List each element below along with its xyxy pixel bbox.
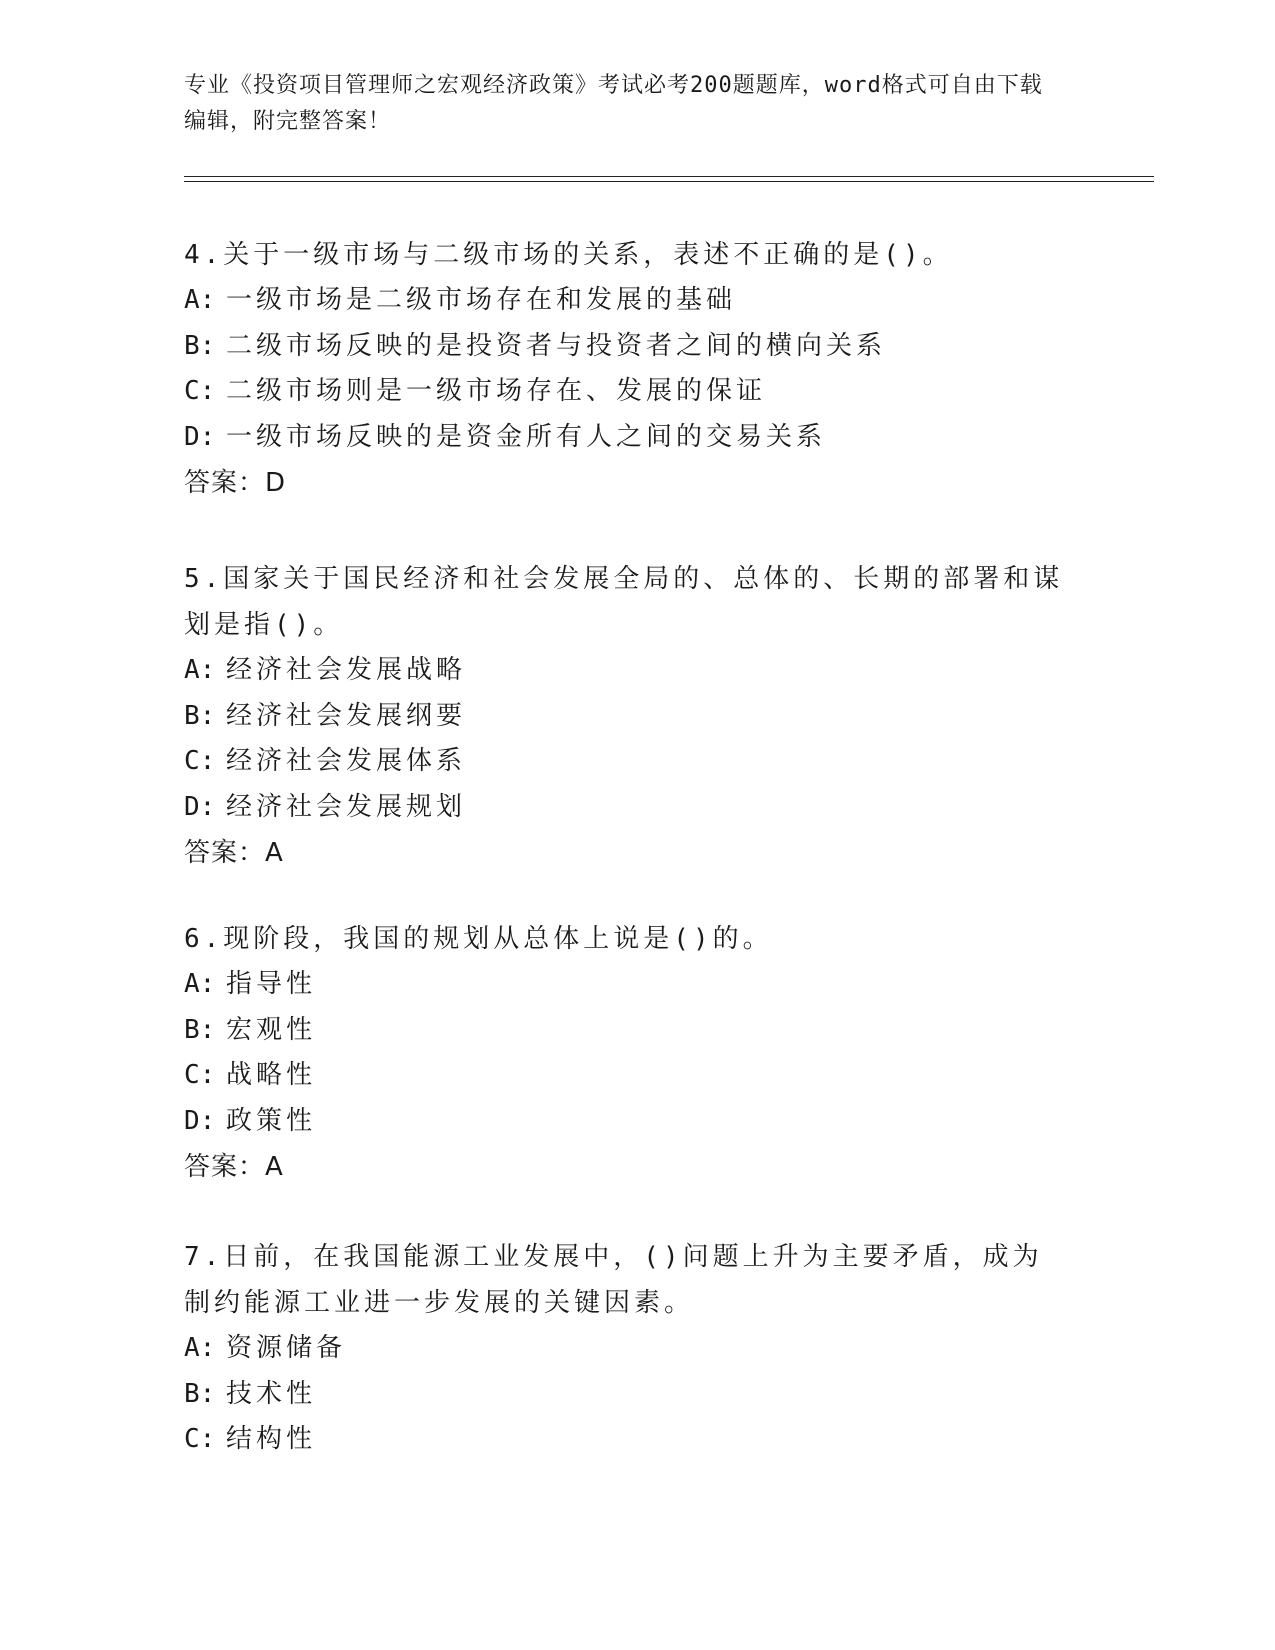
question-stem: 4.关于一级市场与二级市场的关系，表述不正确的是()。 [184,240,953,270]
option-key: A: [184,1333,216,1363]
option-c [184,369,1064,415]
option-c [184,1053,1064,1099]
option-text: 结构性 [226,1424,317,1454]
option-text: 政策性 [226,1105,317,1136]
option-text: 经济社会发展战略 [226,655,467,685]
question-5 [184,556,1064,876]
option-a [184,1326,1064,1372]
question-stem: 7.日前，在我国能源工业发展中，()问题上升为主要矛盾，成为制约能源工业进一步发展的关键因素。 [184,1242,1043,1318]
option-key: C: [184,376,216,406]
option-key: C: [184,1060,216,1090]
option-text: 指导性 [226,969,317,999]
option-key: A: [184,969,216,999]
header-divider-top [184,176,1154,177]
question-stem: 6.现阶段，我国的规划从总体上说是()的。 [184,924,773,954]
option-key: B: [184,700,216,731]
option-key: A: [184,655,216,685]
question-6 [184,916,1064,1190]
option-key: D: [184,421,216,452]
option-a [184,278,1064,324]
answer-label: 答案：A [184,838,284,868]
option-a [184,962,1064,1008]
option-key: C: [184,746,216,776]
option-text: 资源储备 [226,1333,347,1363]
option-key: D: [184,791,216,822]
option-text: 经济社会发展纲要 [226,700,467,731]
option-c [184,739,1064,785]
option-text: 经济社会发展体系 [226,746,467,776]
document-header: 专业《投资项目管理师之宏观经济政策》考试必考200题题库，word格式可自由下载编辑，附完整答案！ [184,73,1043,134]
option-b [184,694,1064,740]
option-text: 二级市场反映的是投资者与投资者之间的横向关系 [226,330,887,361]
option-key: B: [184,1014,216,1045]
option-text: 技术性 [226,1378,317,1409]
option-key: C: [184,1424,216,1454]
option-d [184,785,1064,831]
option-text: 一级市场是二级市场存在和发展的基础 [226,285,737,315]
option-key: D: [184,1105,216,1136]
option-key: B: [184,1378,216,1409]
option-text: 宏观性 [226,1014,317,1045]
answer-label: 答案：D [184,468,287,498]
option-b [184,1008,1064,1054]
header-divider-bottom [184,181,1154,182]
question-stem: 5.国家关于国民经济和社会发展全局的、总体的、长期的部署和谋划是指()。 [184,564,1064,640]
option-a [184,648,1064,694]
option-b [184,1372,1064,1418]
option-c [184,1417,1064,1463]
option-d [184,1099,1064,1145]
question-7 [184,1234,1064,1463]
option-key: A: [184,285,216,315]
option-text: 经济社会发展规划 [226,791,467,822]
option-key: B: [184,330,216,361]
option-text: 战略性 [226,1060,317,1090]
option-text: 一级市场反映的是资金所有人之间的交易关系 [226,421,827,452]
option-d [184,415,1064,461]
option-text: 二级市场则是一级市场存在、发展的保证 [226,376,767,406]
question-4 [184,232,1064,506]
option-b [184,324,1064,370]
answer-label: 答案：A [184,1152,284,1182]
